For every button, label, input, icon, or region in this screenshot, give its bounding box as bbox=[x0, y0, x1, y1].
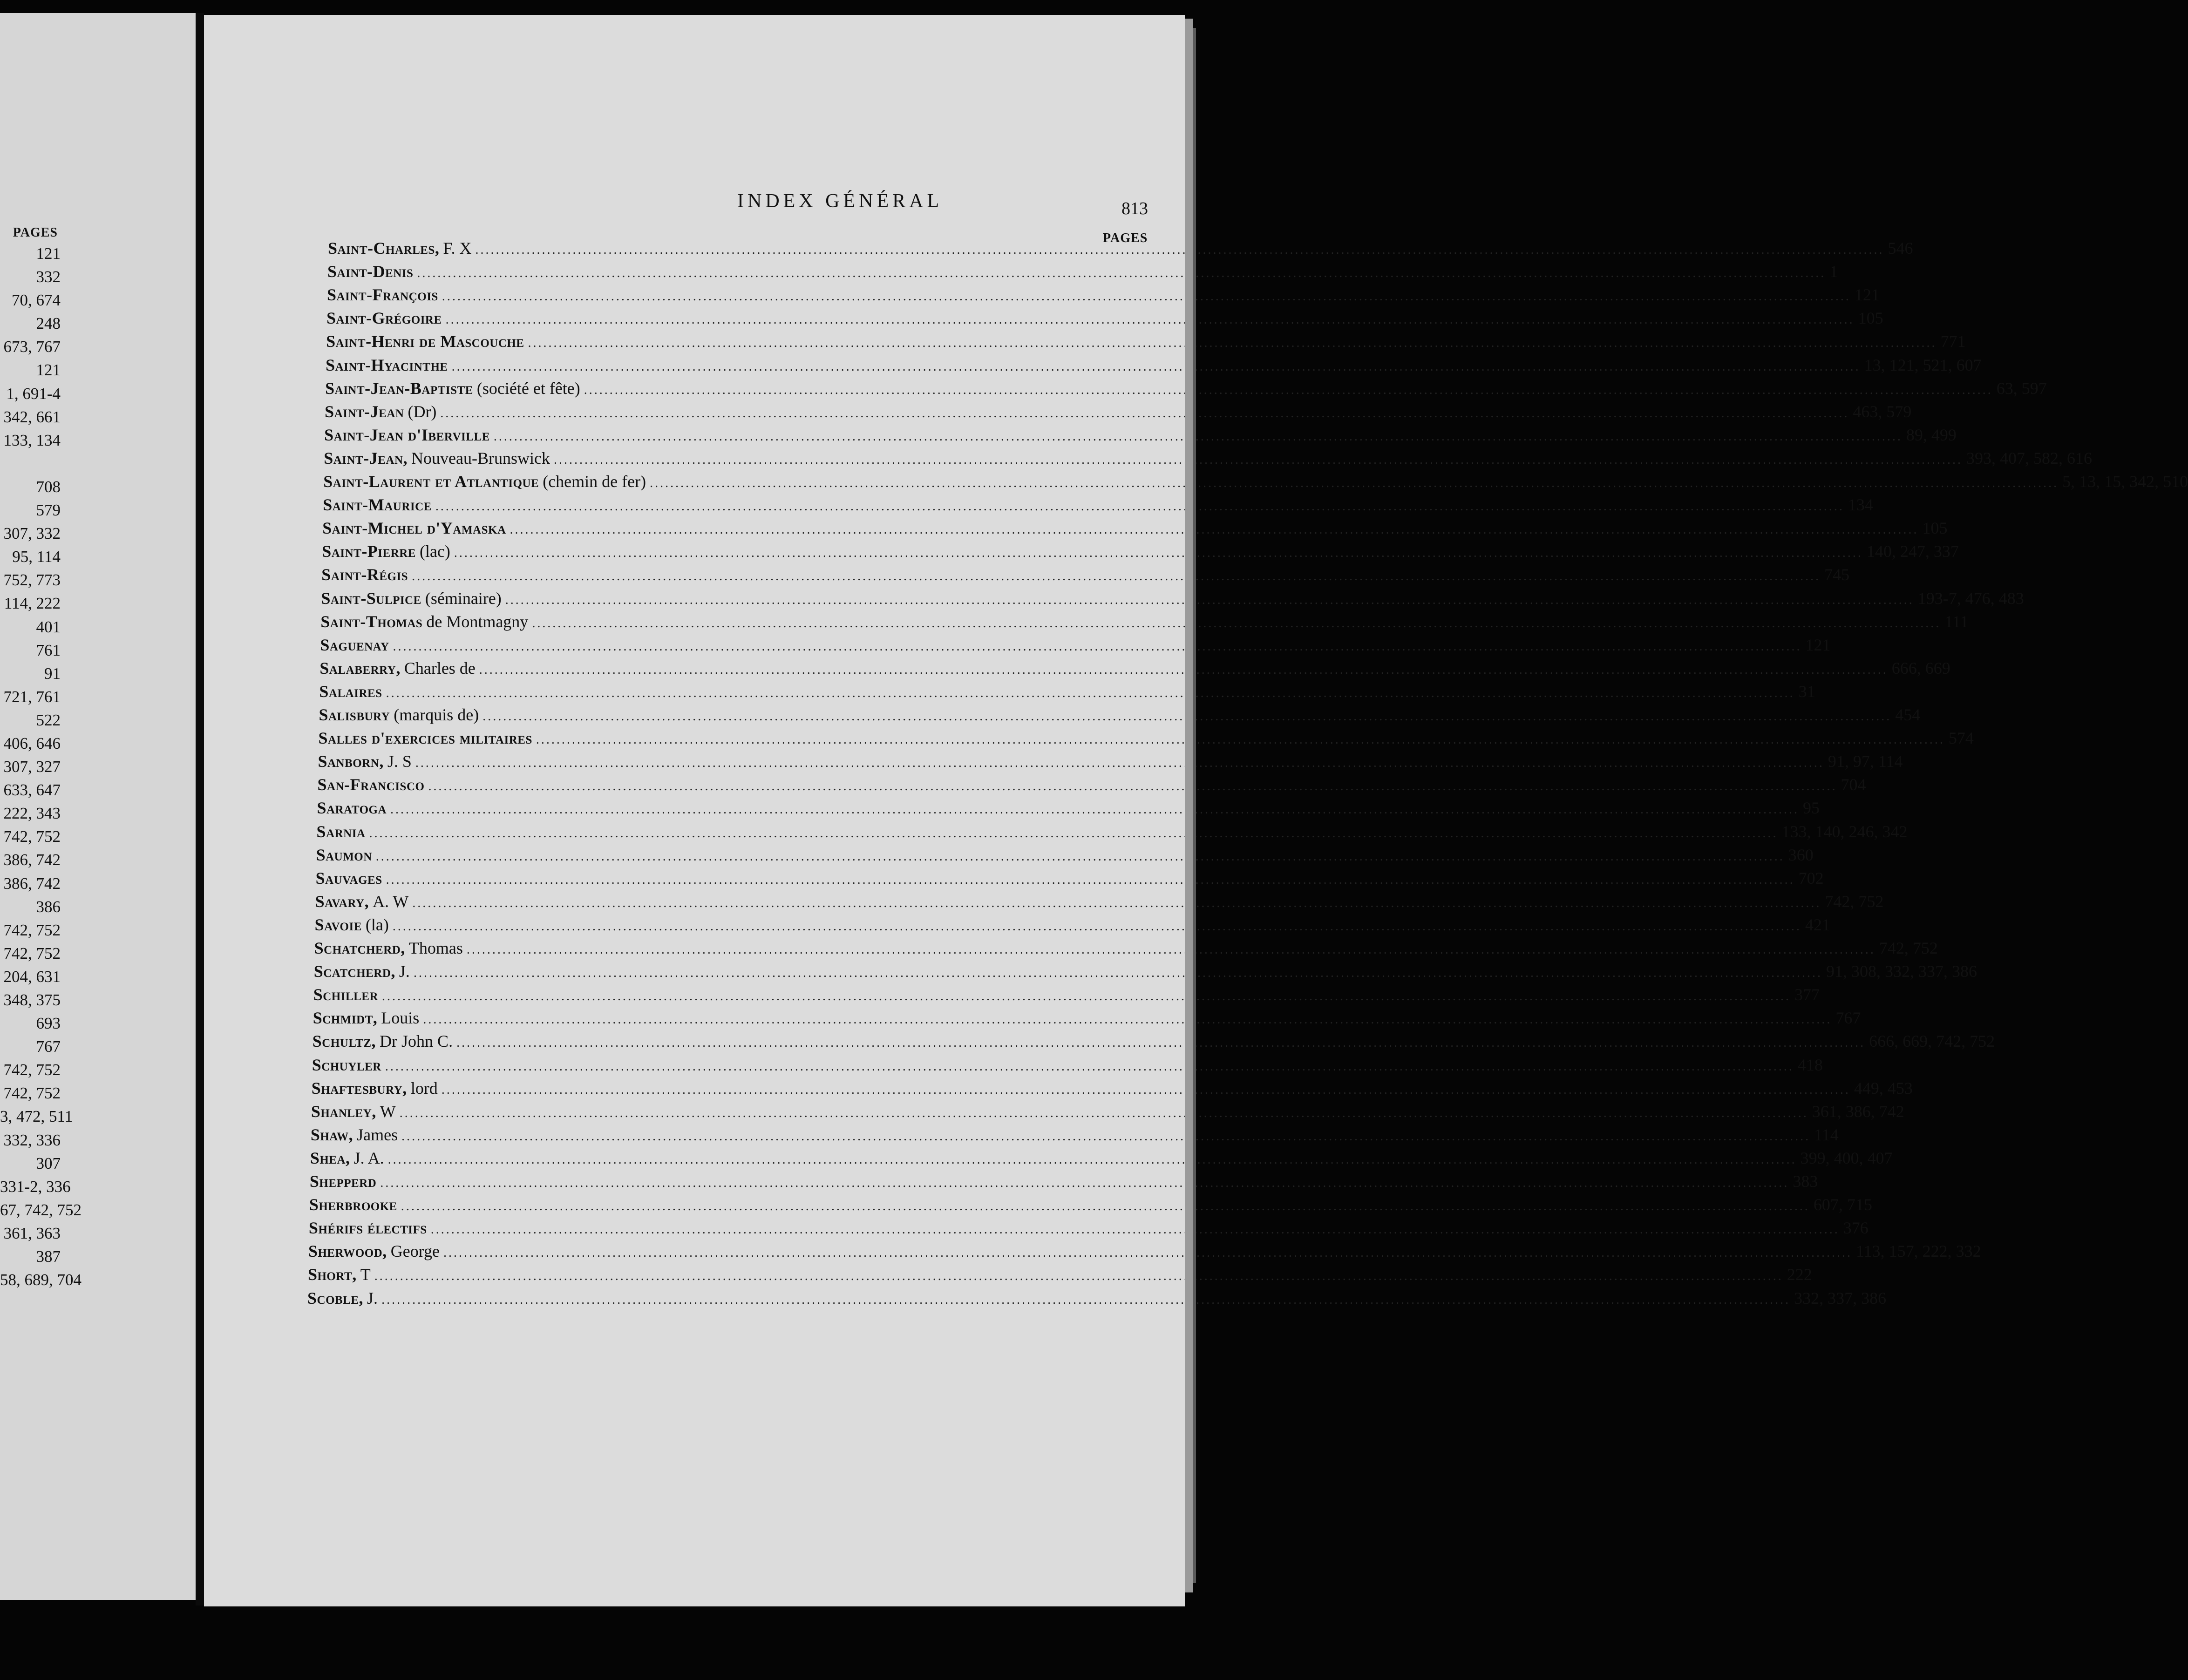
entry-name: Saint-Maurice bbox=[323, 495, 432, 515]
entry-pages: 361, 386, 742 bbox=[1812, 1102, 1904, 1121]
left-page-numbers-row: 767 bbox=[36, 1037, 61, 1056]
entry-pages: 133, 140, 246, 342 bbox=[1781, 822, 1908, 841]
entry-name: Schuyler bbox=[312, 1055, 381, 1074]
entry-detail: J. S bbox=[387, 752, 412, 771]
left-page-numbers-row: 222, 343 bbox=[3, 804, 61, 823]
dot-leader bbox=[417, 262, 1826, 285]
entry-name: Saint-Charles, bbox=[328, 239, 440, 257]
dot-leader bbox=[528, 332, 1937, 355]
entry-name: San-Francisco bbox=[317, 775, 425, 794]
entry-name: Saint-Jean-Baptiste bbox=[325, 379, 473, 398]
left-page-numbers-row: 67, 742, 752 bbox=[0, 1200, 82, 1219]
entry-name: Sauvages bbox=[315, 868, 382, 887]
left-page-numbers-row: 633, 647 bbox=[3, 781, 61, 799]
left-page-numbers-row: 3, 472, 511 bbox=[0, 1107, 73, 1126]
left-page-numbers-row bbox=[0, 452, 61, 475]
entry-pages: 193-7, 476, 483 bbox=[1917, 589, 2024, 608]
dot-leader bbox=[431, 1218, 1840, 1241]
dot-leader bbox=[386, 682, 1795, 705]
entry-name: Saguenay bbox=[320, 635, 389, 654]
index-entry bbox=[314, 913, 1830, 936]
entry-pages: 114 bbox=[1814, 1125, 1839, 1144]
left-pages-header: PAGES bbox=[13, 225, 58, 240]
entry-pages: 454 bbox=[1895, 705, 1921, 724]
left-page-numbers-row: 342, 661 bbox=[3, 407, 61, 426]
entry-detail: F. X bbox=[443, 239, 472, 257]
entry-name: Saint-Laurent et Atlantique bbox=[323, 472, 539, 491]
dot-leader bbox=[393, 915, 1801, 938]
index-entry bbox=[326, 353, 1982, 377]
entry-name: Shepperd bbox=[309, 1172, 377, 1191]
left-page-numbers-row: 307, 327 bbox=[3, 758, 61, 776]
entry-pages: 418 bbox=[1797, 1055, 1823, 1074]
index-entry bbox=[313, 983, 1820, 1006]
entry-pages: 449, 453 bbox=[1854, 1078, 1913, 1097]
left-page-numbers-row: 406, 646 bbox=[3, 734, 61, 752]
entry-name: Saint-François bbox=[327, 285, 438, 305]
left-page-numbers-row: 742, 752 bbox=[3, 1061, 61, 1079]
left-page-numbers-row: 742, 752 bbox=[3, 1084, 61, 1103]
entry-name: Savary, bbox=[315, 892, 369, 911]
index-entry bbox=[322, 540, 1959, 563]
entry-detail: J. bbox=[367, 1288, 378, 1307]
index-entry bbox=[312, 1030, 1995, 1053]
entry-name: Saint-Michel d'Yamaska bbox=[322, 519, 506, 538]
entry-detail: W bbox=[380, 1102, 396, 1121]
left-page-numbers-row: 348, 375 bbox=[3, 991, 61, 1009]
entry-pages: 399, 400, 407 bbox=[1800, 1148, 1893, 1167]
index-entry bbox=[327, 260, 1838, 283]
entry-pages: 463, 579 bbox=[1853, 402, 1912, 421]
left-page-numbers-row: 1, 691-4 bbox=[6, 384, 61, 403]
dot-leader bbox=[388, 1148, 1797, 1172]
left-page-numbers-row: 204, 631 bbox=[3, 967, 61, 986]
entry-pages: 574 bbox=[1948, 729, 1974, 748]
index-entry bbox=[309, 1170, 1818, 1193]
dot-leader bbox=[400, 1102, 1808, 1125]
entry-name: Saint-Jean bbox=[325, 402, 404, 421]
entry-pages: 105 bbox=[1858, 309, 1883, 328]
dot-leader bbox=[386, 868, 1795, 892]
entry-name: Sherwood, bbox=[308, 1242, 387, 1261]
entry-pages: 393, 407, 582, 616 bbox=[1966, 448, 2092, 467]
entry-pages: 767 bbox=[1835, 1009, 1861, 1028]
index-entry bbox=[315, 867, 1824, 890]
left-page-numbers-row: 752, 773 bbox=[3, 571, 61, 589]
entry-pages: 31 bbox=[1798, 682, 1815, 701]
dot-leader bbox=[401, 1125, 1810, 1148]
index-entry bbox=[326, 330, 1966, 353]
entry-detail: (Dr) bbox=[408, 402, 437, 421]
left-page-numbers-row: 742, 752 bbox=[3, 827, 61, 846]
entry-name: Salisbury bbox=[319, 705, 390, 724]
entry-name: Scoble, bbox=[307, 1288, 364, 1307]
entry-pages: 121 bbox=[1805, 635, 1831, 654]
entry-pages: 113, 157, 222, 332 bbox=[1856, 1242, 1981, 1261]
index-entry bbox=[312, 1053, 1823, 1077]
entry-detail: Thomas bbox=[408, 939, 463, 957]
index-entry bbox=[321, 563, 1850, 586]
dot-leader bbox=[479, 658, 1888, 682]
entry-pages: 702 bbox=[1798, 868, 1824, 887]
entry-pages: 666, 669 bbox=[1891, 658, 1950, 677]
dot-leader bbox=[369, 822, 1778, 845]
dot-leader bbox=[554, 448, 1963, 472]
dot-leader bbox=[443, 1241, 1852, 1265]
pages-column-header: PAGES bbox=[1103, 231, 1148, 245]
entry-name: Shea, bbox=[310, 1148, 350, 1167]
index-entry bbox=[324, 447, 2092, 470]
dot-leader bbox=[452, 355, 1861, 379]
entry-detail: lord bbox=[410, 1078, 438, 1097]
index-entry bbox=[308, 1216, 1869, 1240]
index-entry bbox=[313, 1006, 1861, 1030]
entry-pages: 745 bbox=[1824, 565, 1850, 584]
dot-leader bbox=[467, 938, 1875, 962]
entry-pages: 91, 308, 332, 337, 386 bbox=[1826, 962, 1977, 981]
left-page-numbers-row: 708 bbox=[36, 477, 61, 496]
index-entry bbox=[310, 1146, 1893, 1170]
dot-leader bbox=[382, 985, 1791, 1008]
left-page-numbers-row: 332, 336 bbox=[3, 1131, 61, 1149]
index-entry bbox=[325, 377, 2047, 400]
page-edge-shadow bbox=[1193, 28, 1196, 1583]
entry-detail: T bbox=[360, 1265, 371, 1284]
left-page-numbers-row: 386, 742 bbox=[3, 851, 61, 869]
entry-name: Schatcherd, bbox=[314, 939, 405, 957]
index-entry bbox=[325, 400, 1912, 423]
index-entry bbox=[327, 283, 1880, 306]
entry-detail: (marquis de) bbox=[394, 705, 479, 724]
entry-detail: A. W bbox=[373, 892, 409, 911]
dot-leader bbox=[440, 402, 1849, 425]
index-entry bbox=[316, 843, 1814, 867]
index-entry bbox=[318, 750, 1903, 773]
dot-leader bbox=[423, 1008, 1832, 1031]
entry-pages: 1 bbox=[1829, 262, 1838, 281]
entry-pages: 607, 715 bbox=[1813, 1195, 1872, 1214]
dot-leader bbox=[532, 612, 1941, 635]
index-entry bbox=[316, 820, 1908, 843]
entry-pages: 704 bbox=[1841, 775, 1866, 794]
entry-detail: de Montmagny bbox=[426, 612, 529, 631]
entry-detail: (société et fête) bbox=[476, 379, 580, 398]
entry-pages: 140, 247, 337 bbox=[1866, 542, 1959, 561]
entry-name: Salles d'exercices militaires bbox=[318, 729, 532, 748]
index-entry bbox=[319, 703, 1921, 726]
entry-name: Sherbrooke bbox=[309, 1195, 397, 1214]
entry-name: Scatcherd, bbox=[313, 962, 395, 981]
entry-name: Saint-Grégoire bbox=[326, 309, 442, 328]
entry-pages: 546 bbox=[1888, 239, 1913, 257]
previous-page bbox=[0, 13, 196, 1600]
left-page-numbers-row: 401 bbox=[36, 617, 61, 636]
entry-name: Schultz, bbox=[312, 1032, 376, 1051]
entry-name: Saint-Thomas bbox=[320, 612, 423, 631]
entry-pages: 222 bbox=[1787, 1265, 1812, 1284]
entry-detail: James bbox=[357, 1125, 398, 1144]
left-page-numbers-row: 307 bbox=[36, 1154, 61, 1172]
entry-pages: 121 bbox=[1854, 285, 1880, 305]
dot-leader bbox=[584, 379, 1993, 402]
entry-name: Saumon bbox=[316, 845, 372, 864]
entry-name: Schiller bbox=[313, 985, 379, 1004]
left-page-numbers-row: 742, 752 bbox=[3, 921, 61, 939]
left-page-numbers-row: 121 bbox=[36, 361, 61, 379]
dot-leader bbox=[454, 542, 1863, 565]
left-page-numbers bbox=[0, 242, 82, 1292]
dot-leader bbox=[412, 892, 1821, 915]
left-page-numbers-row: 248 bbox=[36, 314, 61, 333]
entry-detail: Charles de bbox=[404, 658, 476, 677]
index-entry bbox=[324, 423, 1957, 447]
entry-detail: J. A. bbox=[353, 1148, 384, 1167]
entry-pages: 89, 499 bbox=[1906, 425, 1957, 444]
entry-name: Saint-Sulpice bbox=[321, 589, 421, 608]
page-number: 813 bbox=[1121, 199, 1148, 218]
left-page-numbers-row: 579 bbox=[36, 501, 61, 520]
index-entry bbox=[315, 890, 1884, 913]
entry-name: Saratoga bbox=[317, 799, 387, 818]
index-entry bbox=[318, 726, 1974, 750]
index-page bbox=[204, 15, 2188, 1606]
index-entry bbox=[317, 796, 1820, 820]
index-entry bbox=[307, 1287, 1887, 1310]
index-entry bbox=[321, 587, 2024, 610]
entry-pages: 13, 121, 521, 607 bbox=[1864, 355, 1982, 374]
index-entry bbox=[307, 1263, 1812, 1286]
index-entry bbox=[309, 1193, 1872, 1216]
entry-name: Shaw, bbox=[310, 1125, 353, 1144]
entry-detail: (lac) bbox=[419, 542, 450, 561]
index-entry bbox=[320, 610, 1969, 633]
entry-name: Saint-Denis bbox=[327, 262, 414, 281]
entry-pages: 105 bbox=[1922, 519, 1948, 538]
index-entry bbox=[314, 936, 1938, 960]
index-entry bbox=[311, 1100, 1904, 1123]
entry-name: Shérifs électifs bbox=[308, 1219, 427, 1238]
entry-name: Salaires bbox=[319, 682, 382, 701]
left-page-numbers-row: 721, 761 bbox=[3, 687, 61, 706]
left-page-numbers-row: 742, 752 bbox=[3, 944, 61, 962]
dot-leader bbox=[428, 775, 1837, 798]
index-entry bbox=[311, 1077, 1913, 1100]
dot-leader bbox=[650, 472, 2059, 495]
dot-leader bbox=[505, 589, 1914, 612]
left-page-numbers-row: 70, 674 bbox=[12, 291, 61, 310]
entry-detail: Nouveau-Brunswick bbox=[411, 448, 550, 467]
entry-name: Sanborn, bbox=[318, 752, 384, 771]
dot-leader bbox=[510, 518, 1919, 542]
entry-name: Shaftesbury, bbox=[311, 1078, 407, 1097]
entry-name: Schmidt, bbox=[313, 1009, 378, 1028]
entry-detail: (chemin de fer) bbox=[543, 472, 646, 491]
entry-name: Saint-Hyacinthe bbox=[326, 355, 448, 374]
entry-pages: 421 bbox=[1805, 915, 1830, 934]
entry-pages: 332, 337, 386 bbox=[1794, 1288, 1887, 1307]
index-entry bbox=[310, 1123, 1839, 1146]
index-entry bbox=[317, 773, 1866, 796]
left-page-numbers-row: 331-2, 336 bbox=[0, 1177, 71, 1196]
entry-pages: 742, 752 bbox=[1825, 892, 1884, 911]
dot-leader bbox=[385, 1055, 1794, 1078]
dot-leader bbox=[414, 962, 1822, 985]
index-entry bbox=[320, 633, 1831, 657]
entry-name: Saint-Régis bbox=[321, 565, 408, 584]
entry-name: Savoie bbox=[314, 915, 362, 934]
left-page-numbers-row: 386 bbox=[36, 897, 61, 916]
index-entry bbox=[323, 493, 1873, 516]
entry-name: Saint-Pierre bbox=[322, 542, 416, 561]
entry-name: Shanley, bbox=[311, 1102, 376, 1121]
left-page-numbers-row: 114, 222 bbox=[4, 594, 61, 613]
left-page-numbers-row: 386, 742 bbox=[3, 874, 61, 893]
index-entry bbox=[326, 306, 1883, 330]
entry-pages: 377 bbox=[1794, 985, 1820, 1004]
entry-pages: 91, 97, 114 bbox=[1828, 752, 1903, 771]
index-entry bbox=[323, 470, 2188, 493]
index-entry bbox=[308, 1240, 1981, 1263]
index-entry bbox=[313, 960, 1977, 983]
entry-name: Saint-Henri de Mascouche bbox=[326, 332, 524, 351]
left-page-numbers-row: 307, 332 bbox=[3, 524, 61, 543]
index-entry bbox=[319, 657, 1950, 680]
left-page-numbers-row: 58, 689, 704 bbox=[0, 1271, 82, 1289]
dot-leader bbox=[390, 798, 1799, 821]
entry-name: Sarnia bbox=[316, 822, 366, 841]
left-page-numbers-row: 522 bbox=[36, 711, 61, 729]
entry-detail: George bbox=[390, 1242, 440, 1261]
dot-leader bbox=[374, 1265, 1783, 1288]
left-page-numbers-row: 91 bbox=[44, 664, 61, 683]
entry-name: Salaberry, bbox=[319, 658, 401, 677]
left-page-numbers-row: 387 bbox=[36, 1247, 61, 1266]
running-title: INDEX GÉNÉRAL bbox=[737, 190, 943, 212]
entry-pages: 5, 13, 15, 342, 510 bbox=[2062, 472, 2188, 491]
entry-pages: 383 bbox=[1793, 1172, 1818, 1191]
dot-leader bbox=[380, 1172, 1789, 1195]
dot-leader bbox=[442, 285, 1851, 308]
dot-leader bbox=[446, 308, 1855, 332]
entry-detail: J. bbox=[399, 962, 410, 981]
left-page-numbers-row: 673, 767 bbox=[3, 338, 61, 356]
index-entry bbox=[322, 516, 1948, 540]
entry-pages: 111 bbox=[1944, 612, 1969, 631]
left-page-numbers-row: 133, 134 bbox=[3, 431, 61, 449]
entry-pages: 666, 669, 742, 752 bbox=[1869, 1032, 1995, 1051]
left-page-numbers-row: 361, 363 bbox=[3, 1224, 61, 1242]
dot-leader bbox=[442, 1078, 1850, 1102]
left-page-numbers-row: 95, 114 bbox=[12, 548, 61, 566]
entry-pages: 360 bbox=[1788, 845, 1814, 864]
dot-leader bbox=[435, 495, 1844, 518]
left-page-numbers-row: 761 bbox=[36, 641, 61, 659]
entry-detail: Dr John C. bbox=[380, 1032, 453, 1051]
entry-pages: 134 bbox=[1848, 495, 1873, 515]
dot-leader bbox=[415, 752, 1824, 775]
dot-leader bbox=[376, 845, 1785, 868]
entry-name: Saint-Jean d'Iberville bbox=[324, 425, 490, 444]
entry-detail: Louis bbox=[381, 1009, 420, 1028]
entry-name: Short, bbox=[307, 1265, 357, 1284]
dot-leader bbox=[456, 1031, 1865, 1055]
entry-pages: 95 bbox=[1803, 799, 1820, 818]
book-spine bbox=[196, 13, 204, 1605]
entry-pages: 742, 752 bbox=[1879, 939, 1938, 957]
left-page-numbers-row: 693 bbox=[36, 1014, 61, 1033]
entry-pages: 376 bbox=[1843, 1219, 1869, 1238]
index-entry bbox=[319, 680, 1815, 703]
entry-name: Saint-Jean, bbox=[324, 448, 408, 467]
left-page-numbers-row: 121 bbox=[36, 244, 61, 263]
entry-detail: (séminaire) bbox=[425, 589, 502, 608]
dot-leader bbox=[412, 565, 1821, 588]
dot-leader bbox=[536, 728, 1945, 752]
dot-leader bbox=[494, 425, 1903, 448]
dot-leader bbox=[401, 1195, 1810, 1218]
dot-leader bbox=[475, 238, 1884, 262]
entry-detail: (la) bbox=[365, 915, 389, 934]
dot-leader bbox=[393, 635, 1802, 658]
dot-leader bbox=[381, 1288, 1790, 1312]
left-page-numbers-row: 332 bbox=[36, 268, 61, 286]
entry-pages: 63, 597 bbox=[1996, 379, 2047, 398]
entry-pages: 771 bbox=[1940, 332, 1966, 351]
page-edge bbox=[1185, 19, 1193, 1592]
